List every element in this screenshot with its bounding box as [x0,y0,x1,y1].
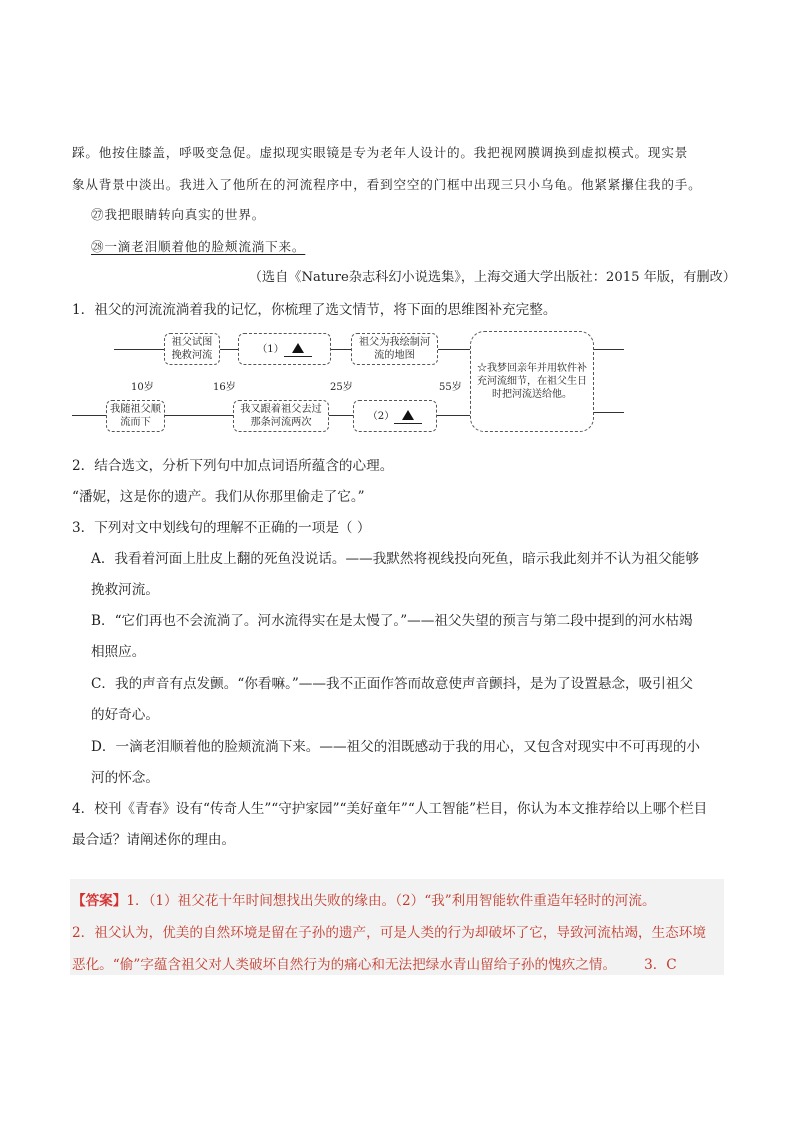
question-4: 4．校刊《青春》设有“传奇人生”“守护家园”“美好童年”“人工智能”栏目，你认为本文推荐给以上哪个栏目 [72,801,708,817]
answer-text-1: 1．（1）祖父花十年时间想找出失败的缘由。（2）“我”利用智能软件重造年轻时的河流。 [126,893,656,909]
answer-blank-1[interactable] [284,342,312,357]
blank-number-2: （2） [367,410,395,422]
age-label-55: 55岁 [439,382,462,393]
mind-map-box-6: 我又跟着祖父去过那条河流两次 [233,400,329,432]
age-label-10: 10岁 [131,382,154,393]
paragraph-28: ㉘一滴老泪顺着他的脸颊流淌下来。 [91,239,306,254]
option-b-continued: 相照应。 [91,644,146,660]
age-label-25: 25岁 [330,382,353,393]
mind-map-box-7 [353,400,437,432]
answer-text-3: 恶化。“偷”字蕴含祖父对人类破坏自然行为的痛心和无法把绿水青山留给子孙的愧疚之情。 [72,957,617,973]
answer-line-2: 2．祖父认为，优美的自然环境是留在子孙的遗产，可是人类的行为却破坏了它，导致河流枯竭，生态环境 [72,925,706,941]
paragraph-27: ㉗我把眼睛转向真实的世界。 [91,207,266,222]
question-4-continued: 最合适？请阐述你的理由。 [72,832,236,848]
question-1: 1．祖父的河流流淌着我的记忆，你梳理了选文情节，将下面的思维图补充完整。 [72,302,557,318]
mind-map-box-4: ☆我梦回亲年并用软件补充河流细节，在祖父生日时把河流送给他。 [470,331,594,432]
answer-line-1 [72,889,656,909]
question-2-quote: “潘妮，这是你的遗产。我们从你那里偷走了它。” [72,489,365,505]
answer-blank-2[interactable] [394,409,422,424]
answer-q3: 3．C [644,957,677,973]
triangle-icon [402,410,414,420]
answer-tag: 【答案】 [72,893,127,909]
passage-line-2: 象从背景中淡出。我进入了他所在的河流程序中，看到空空的门框中出现三只小乌龟。他紧紧攥住我的手。 [72,177,702,192]
mind-map-box-5: 我随祖父顺流而下 [106,400,165,432]
option-c-continued: 的好奇心。 [91,707,159,723]
question-2: 2．结合选文，分析下列句中加点词语所蕴含的心理。 [72,458,394,474]
source-citation: （选自《Nature杂志科幻小说选集》，上海交通大学出版社：2015 年版，有删改） [248,270,736,285]
option-c[interactable]: C．我的声音有点发颤。“你看嘛。”——我不正面作答而故意使声音颤抖，是为了设置悬念，吸引祖父 [91,676,694,692]
passage-line-1: 踩。他按住膝盖，呼吸变急促。虚拟现实眼镜是专为老年人设计的。我把视网膜调换到虚拟模式。现实景 [72,145,689,160]
option-a[interactable]: A．我看着河面上肚皮上翻的死鱼没说话。——我默然将视线投向死鱼，暗示我此刻并不认为祖父能够 [91,551,699,567]
option-a-continued: 挽救河流。 [91,582,159,598]
option-d[interactable]: D．一滴老泪顺着他的脸颊流淌下来。——祖父的泪既感动于我的用心，又包含对现实中不可再现的小 [91,739,701,755]
triangle-icon [292,343,304,353]
age-label-16: 16岁 [213,382,236,393]
mind-map-box-2 [238,333,331,365]
question-3: 3．下列对文中划线句的理解不正确的一项是（ ） [72,520,371,536]
answer-line-3 [72,953,677,973]
blank-number-1: （1） [257,343,284,355]
mind-map-box-3: 祖父为我绘制河流的地图 [351,333,438,365]
option-b[interactable]: B．“它们再也不会流淌了。河水流得实在是太慢了。”——祖父失望的预言与第二段中提到的河水枯竭 [91,613,693,629]
mind-map-box-1: 祖父试图挽救河流 [164,333,220,365]
option-d-continued: 河的怀念。 [91,770,159,786]
